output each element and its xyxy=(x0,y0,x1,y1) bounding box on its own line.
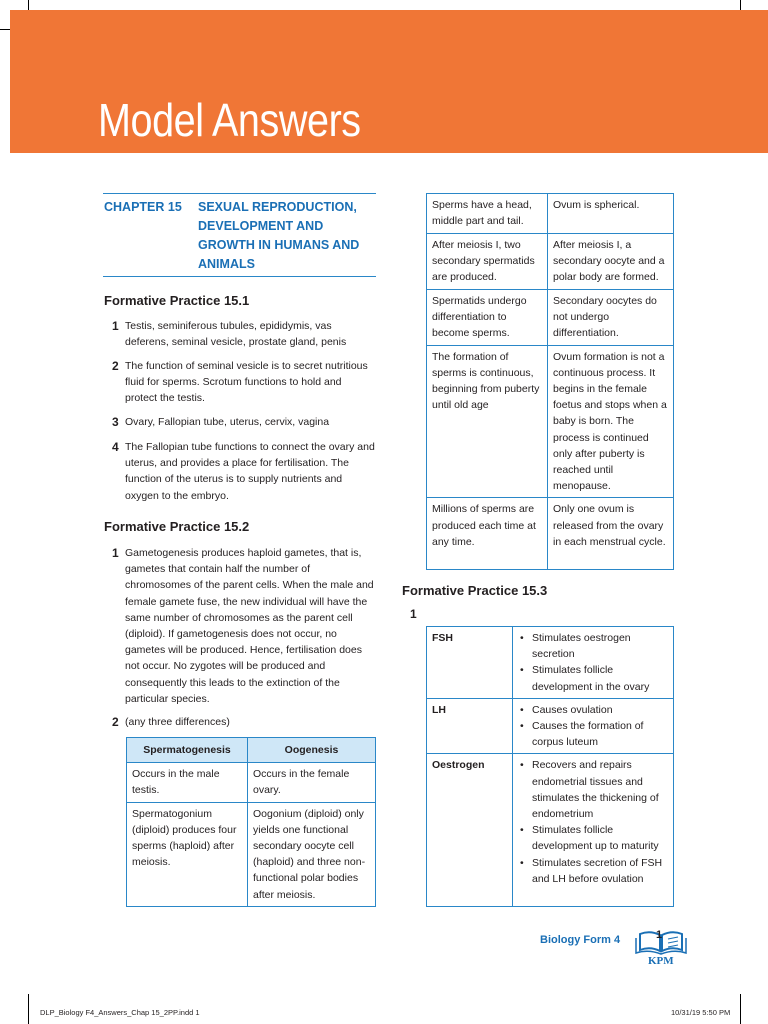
item-text: Gametogenesis produces haploid gametes, that is, gametes that contain half the number of chromosomes of the parent cells. When the male and female gamete fuse, the new individual will have the same number of chromosomes as the parent cell (diploid). If gametogenesis does not occur, no gametes will be produced. Hence, fertilisation does not occur. No zygotes will be produced and consequently this leads to the extinction of the particular species. xyxy=(125,547,374,705)
chapter-number: CHAPTER 15 xyxy=(104,200,182,214)
item-text: Testis, seminiferous tubules, epididymis, vas deferens, seminal vesicle, prostate gland, penis xyxy=(125,320,347,349)
chapter-bottom-rule xyxy=(103,276,376,277)
differences-table-continued xyxy=(426,193,674,570)
logo-text: KPM xyxy=(648,955,674,967)
header-spermatogenesis: Spermatogenesis xyxy=(127,738,248,763)
hormone-name: LH xyxy=(427,698,513,754)
table-cell: The formation of sperms is continuous, beginning from puberty until old age xyxy=(427,345,548,498)
page-number: 1 xyxy=(656,929,663,941)
table-row xyxy=(127,763,376,802)
file-name: DLP_Biology F4_Answers_Chap 15_2PP.indd 1 xyxy=(40,1008,200,1017)
list-item: • Stimulates follicle development in the ovary xyxy=(518,662,668,694)
fp152-item-2 xyxy=(112,714,376,730)
item-number: 4 xyxy=(112,440,119,454)
chapter-name: SEXUAL REPRODUCTION, DEVELOPMENT AND GROWTH IN HUMANS AND ANIMALS xyxy=(198,200,360,271)
fp152-heading: Formative Practice 15.2 xyxy=(104,519,250,534)
hormone-name: Oestrogen xyxy=(427,754,513,907)
book-title: Biology Form 4 xyxy=(540,934,621,946)
table-cell: Occurs in the female ovary. xyxy=(248,763,376,802)
hormone-function xyxy=(513,698,674,754)
fp152-item-1 xyxy=(112,545,376,707)
table-row xyxy=(127,802,376,906)
crop-mark xyxy=(28,994,29,1024)
list-item: • Causes the formation of corpus luteum xyxy=(518,718,668,750)
item-text: The Fallopian tube functions to connect the ovary and uterus, and provides a place for fertilisation. The function of the uterus is to supply nutrients and oxygen to the embryo. xyxy=(125,441,375,502)
list-item: • Causes ovulation xyxy=(518,702,668,718)
fp153-heading: Formative Practice 15.3 xyxy=(402,583,548,598)
fp151-item-2 xyxy=(112,358,376,407)
item-number: 1 xyxy=(112,546,119,560)
fp151-heading: Formative Practice 15.1 xyxy=(104,293,250,308)
table-row xyxy=(427,234,674,290)
table-cell: Ovum is spherical. xyxy=(548,194,674,234)
fp151-item-3 xyxy=(112,414,376,430)
list-item: • Recovers and repairs endometrial tissues and stimulates the thickening of endometrium xyxy=(518,757,668,822)
differences-table xyxy=(126,737,376,907)
item-number: 1 xyxy=(112,319,119,333)
item-number: 2 xyxy=(112,359,119,373)
table-cell: After meiosis I, two secondary spermatids are produced. xyxy=(427,234,548,290)
fp153-item-1 xyxy=(410,606,440,622)
table-row xyxy=(427,698,674,754)
table-row xyxy=(427,627,674,699)
fp151-item-1 xyxy=(112,318,376,350)
hormone-function xyxy=(513,754,674,907)
table-row xyxy=(427,498,674,570)
table-cell: Millions of sperms are produced each time at any time. xyxy=(427,498,548,570)
list-item: • Stimulates follicle development up to maturity xyxy=(518,822,668,854)
crop-mark xyxy=(740,994,741,1024)
table-cell: After meiosis I, a secondary oocyte and a polar body are formed. xyxy=(548,234,674,290)
fp151-item-4 xyxy=(112,439,376,504)
hormone-name: FSH xyxy=(427,627,513,699)
print-date: 10/31/19 5:50 PM xyxy=(671,1008,731,1017)
chapter-top-rule xyxy=(103,193,376,194)
list-item: • Stimulates secretion of FSH and LH before ovulation xyxy=(518,855,668,887)
table-cell: Spermatogonium (diploid) produces four sperms (haploid) after meiosis. xyxy=(127,802,248,906)
table-cell: Secondary oocytes do not undergo differentiation. xyxy=(548,290,674,346)
table-cell: Ovum formation is not a continuous process. It begins in the female foetus and stops when a baby is born. The process is continued only after puberty is reached until menopause. xyxy=(548,345,674,498)
hormone-table xyxy=(426,626,674,907)
item-text: The function of seminal vesicle is to secret nutritious fluid for sperms. Scrotum functions to hold and protect the testis. xyxy=(125,360,368,405)
table-row xyxy=(427,194,674,234)
item-number: 2 xyxy=(112,715,119,729)
table-cell: Occurs in the male testis. xyxy=(127,763,248,802)
table-row xyxy=(427,345,674,498)
list-item: • Stimulates oestrogen secretion xyxy=(518,630,668,662)
table-cell: Only one ovum is released from the ovary in each menstrual cycle. xyxy=(548,498,674,570)
item-number: 1 xyxy=(410,607,417,621)
table-cell: Spermatids undergo differentiation to become sperms. xyxy=(427,290,548,346)
kpm-logo xyxy=(632,924,690,968)
table-row xyxy=(427,290,674,346)
table-cell: Oogonium (diploid) only yields one functional secondary oocyte cell (haploid) and three non-functional polar bodies after meiosis. xyxy=(248,802,376,906)
hormone-function xyxy=(513,627,674,699)
item-number: 3 xyxy=(112,415,119,429)
chapter-title xyxy=(104,198,376,274)
table-header-row xyxy=(127,738,376,763)
table-row xyxy=(427,754,674,907)
item-text: Ovary, Fallopian tube, uterus, cervix, vagina xyxy=(125,416,330,428)
page-title: Model Answers xyxy=(98,94,361,146)
table-cell: Sperms have a head, middle part and tail. xyxy=(427,194,548,234)
item-text: (any three differences) xyxy=(125,716,230,728)
header-oogenesis: Oogenesis xyxy=(248,738,376,763)
